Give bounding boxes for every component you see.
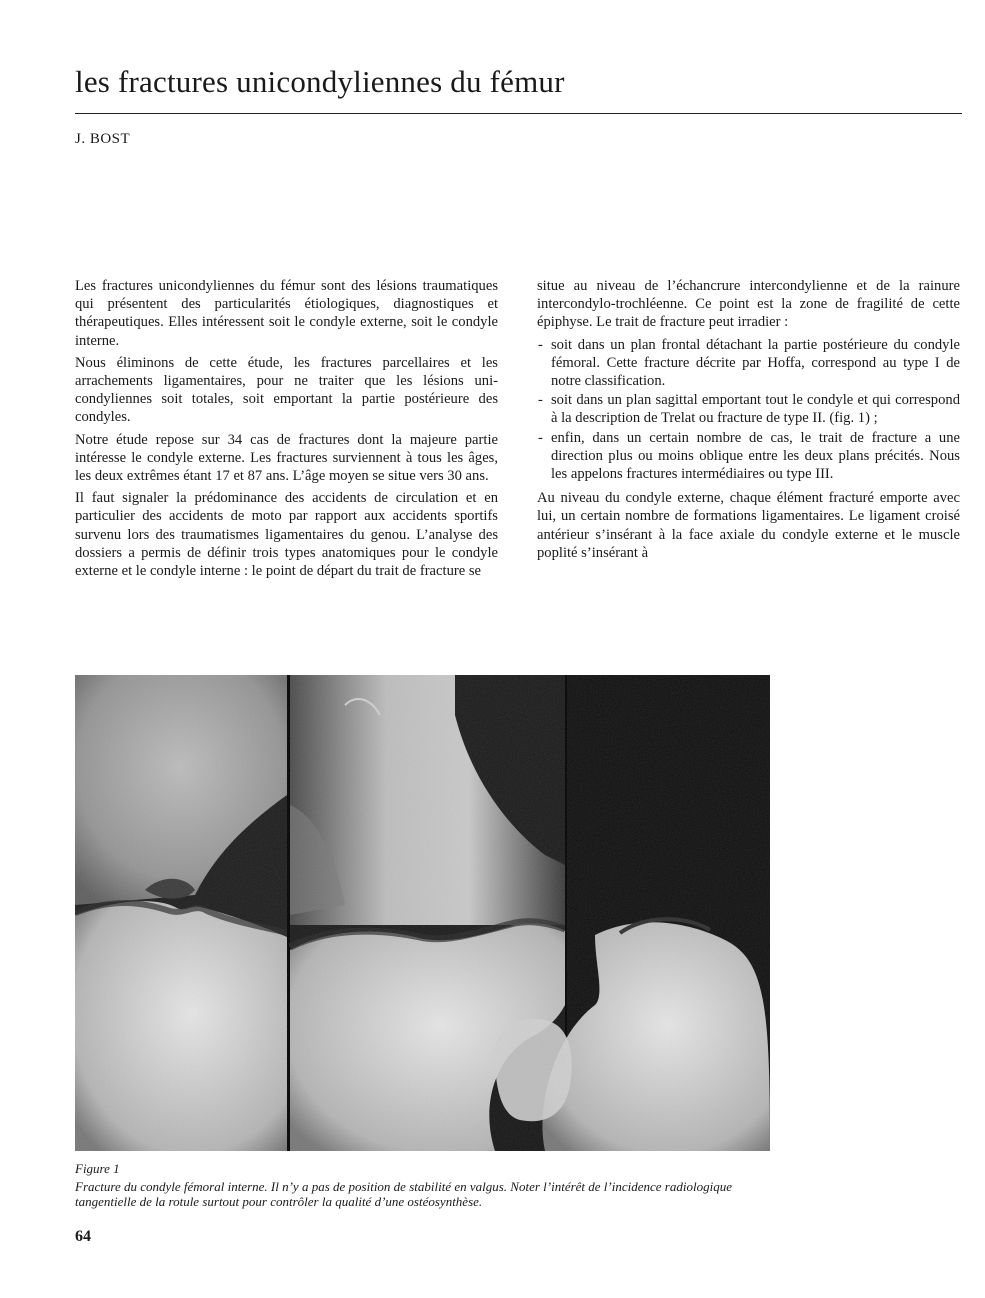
bullet-dash: - xyxy=(538,392,543,409)
paragraph-causes: Il faut signaler la prédominance des accidents de circulation et en particulier des accidents de moto par rapport aux accidents sportifs survenu lors des traumatismes ligamentaires du genou. L’analyse des dossiers a permis de définir trois types anatomiques pour le condyle externe et le condyle interne : le point de départ du trait de fracture se xyxy=(75,490,498,580)
knee-xray-image xyxy=(75,675,770,1151)
list-item-text: soit dans un plan frontal détachant la partie postérieure du condyle fémoral. Cette fracture décrite par Hoffa, correspond au type I de notre classification. xyxy=(551,336,960,390)
figure-label: Figure 1 xyxy=(75,1161,120,1176)
paragraph-intro: Les fractures unicondyliennes du fémur sont des lésions traumatiques qui présentent des particularités étiologiques, diagnostiques et thérapeutiques. Elles intéressent soit le condyle externe, soit le condyle interne. xyxy=(75,278,498,349)
list-item-text: enfin, dans un certain nombre de cas, le trait de fracture a une direction plus ou moins oblique entre les deux plans précités. Nous les appelons fractures intermédiaires ou type III. xyxy=(551,429,960,483)
xray-figure xyxy=(75,675,770,1151)
bullet-dash: - xyxy=(538,429,543,446)
bullet-dash: - xyxy=(538,336,543,353)
fracture-types-list xyxy=(537,336,960,484)
list-item-type-3 xyxy=(537,429,960,484)
figure-caption xyxy=(75,1161,775,1210)
title-rule xyxy=(75,113,962,114)
right-column xyxy=(537,277,960,566)
paragraph-cases: Notre étude repose sur 34 cas de fractures dont la majeure partie intéresse le condyle externe. Les fractures surviennent à tous les âges, les deux extrêmes étant 17 et 87 ans. L’âge moyen se situe vers 30 ans. xyxy=(75,431,498,485)
list-item-text: soit dans un plan sagittal emportant tout le condyle et qui correspond à la description de Trelat ou fracture de type II. (fig. 1) ; xyxy=(551,392,960,427)
figure-caption-text: Fracture du condyle fémoral interne. Il n’y a pas de position de stabilité en valgus. Noter l’intérêt de l’incidence radiologique tangentielle de la rotule surtout pour contrôler la qualité d’une ostéosynthèse. xyxy=(75,1178,732,1210)
article-title: les fractures unicondyliennes du fémur xyxy=(75,64,565,99)
list-item-type-2 xyxy=(537,391,960,427)
left-column xyxy=(75,277,498,584)
list-item-type-1 xyxy=(537,336,960,391)
paragraph-scope: Nous éliminons de cette étude, les fractures parcellaires et les arrachements ligamentaires, pour ne traiter que les lésions uni-condyliennes soit totales, soit emportant la partie postérieure des condyles. xyxy=(75,354,498,426)
author-name: J. BOST xyxy=(75,131,131,147)
paragraph-external-condyle: Au niveau du condyle externe, chaque élément fracturé emporte avec lui, un certain nombre de formations ligamentaires. Le ligament croisé antérieur s’insérant à la face axiale du condyle externe et le muscle poplité s’insérant à xyxy=(537,490,960,561)
page-number: 64 xyxy=(75,1228,91,1245)
paragraph-continuation: situe au niveau de l’échancrure intercondylienne et de la rainure intercondylo-trochléenne. Ce point est la zone de fragilité de cette épiphyse. Le trait de fracture peut irradier : xyxy=(537,278,960,331)
